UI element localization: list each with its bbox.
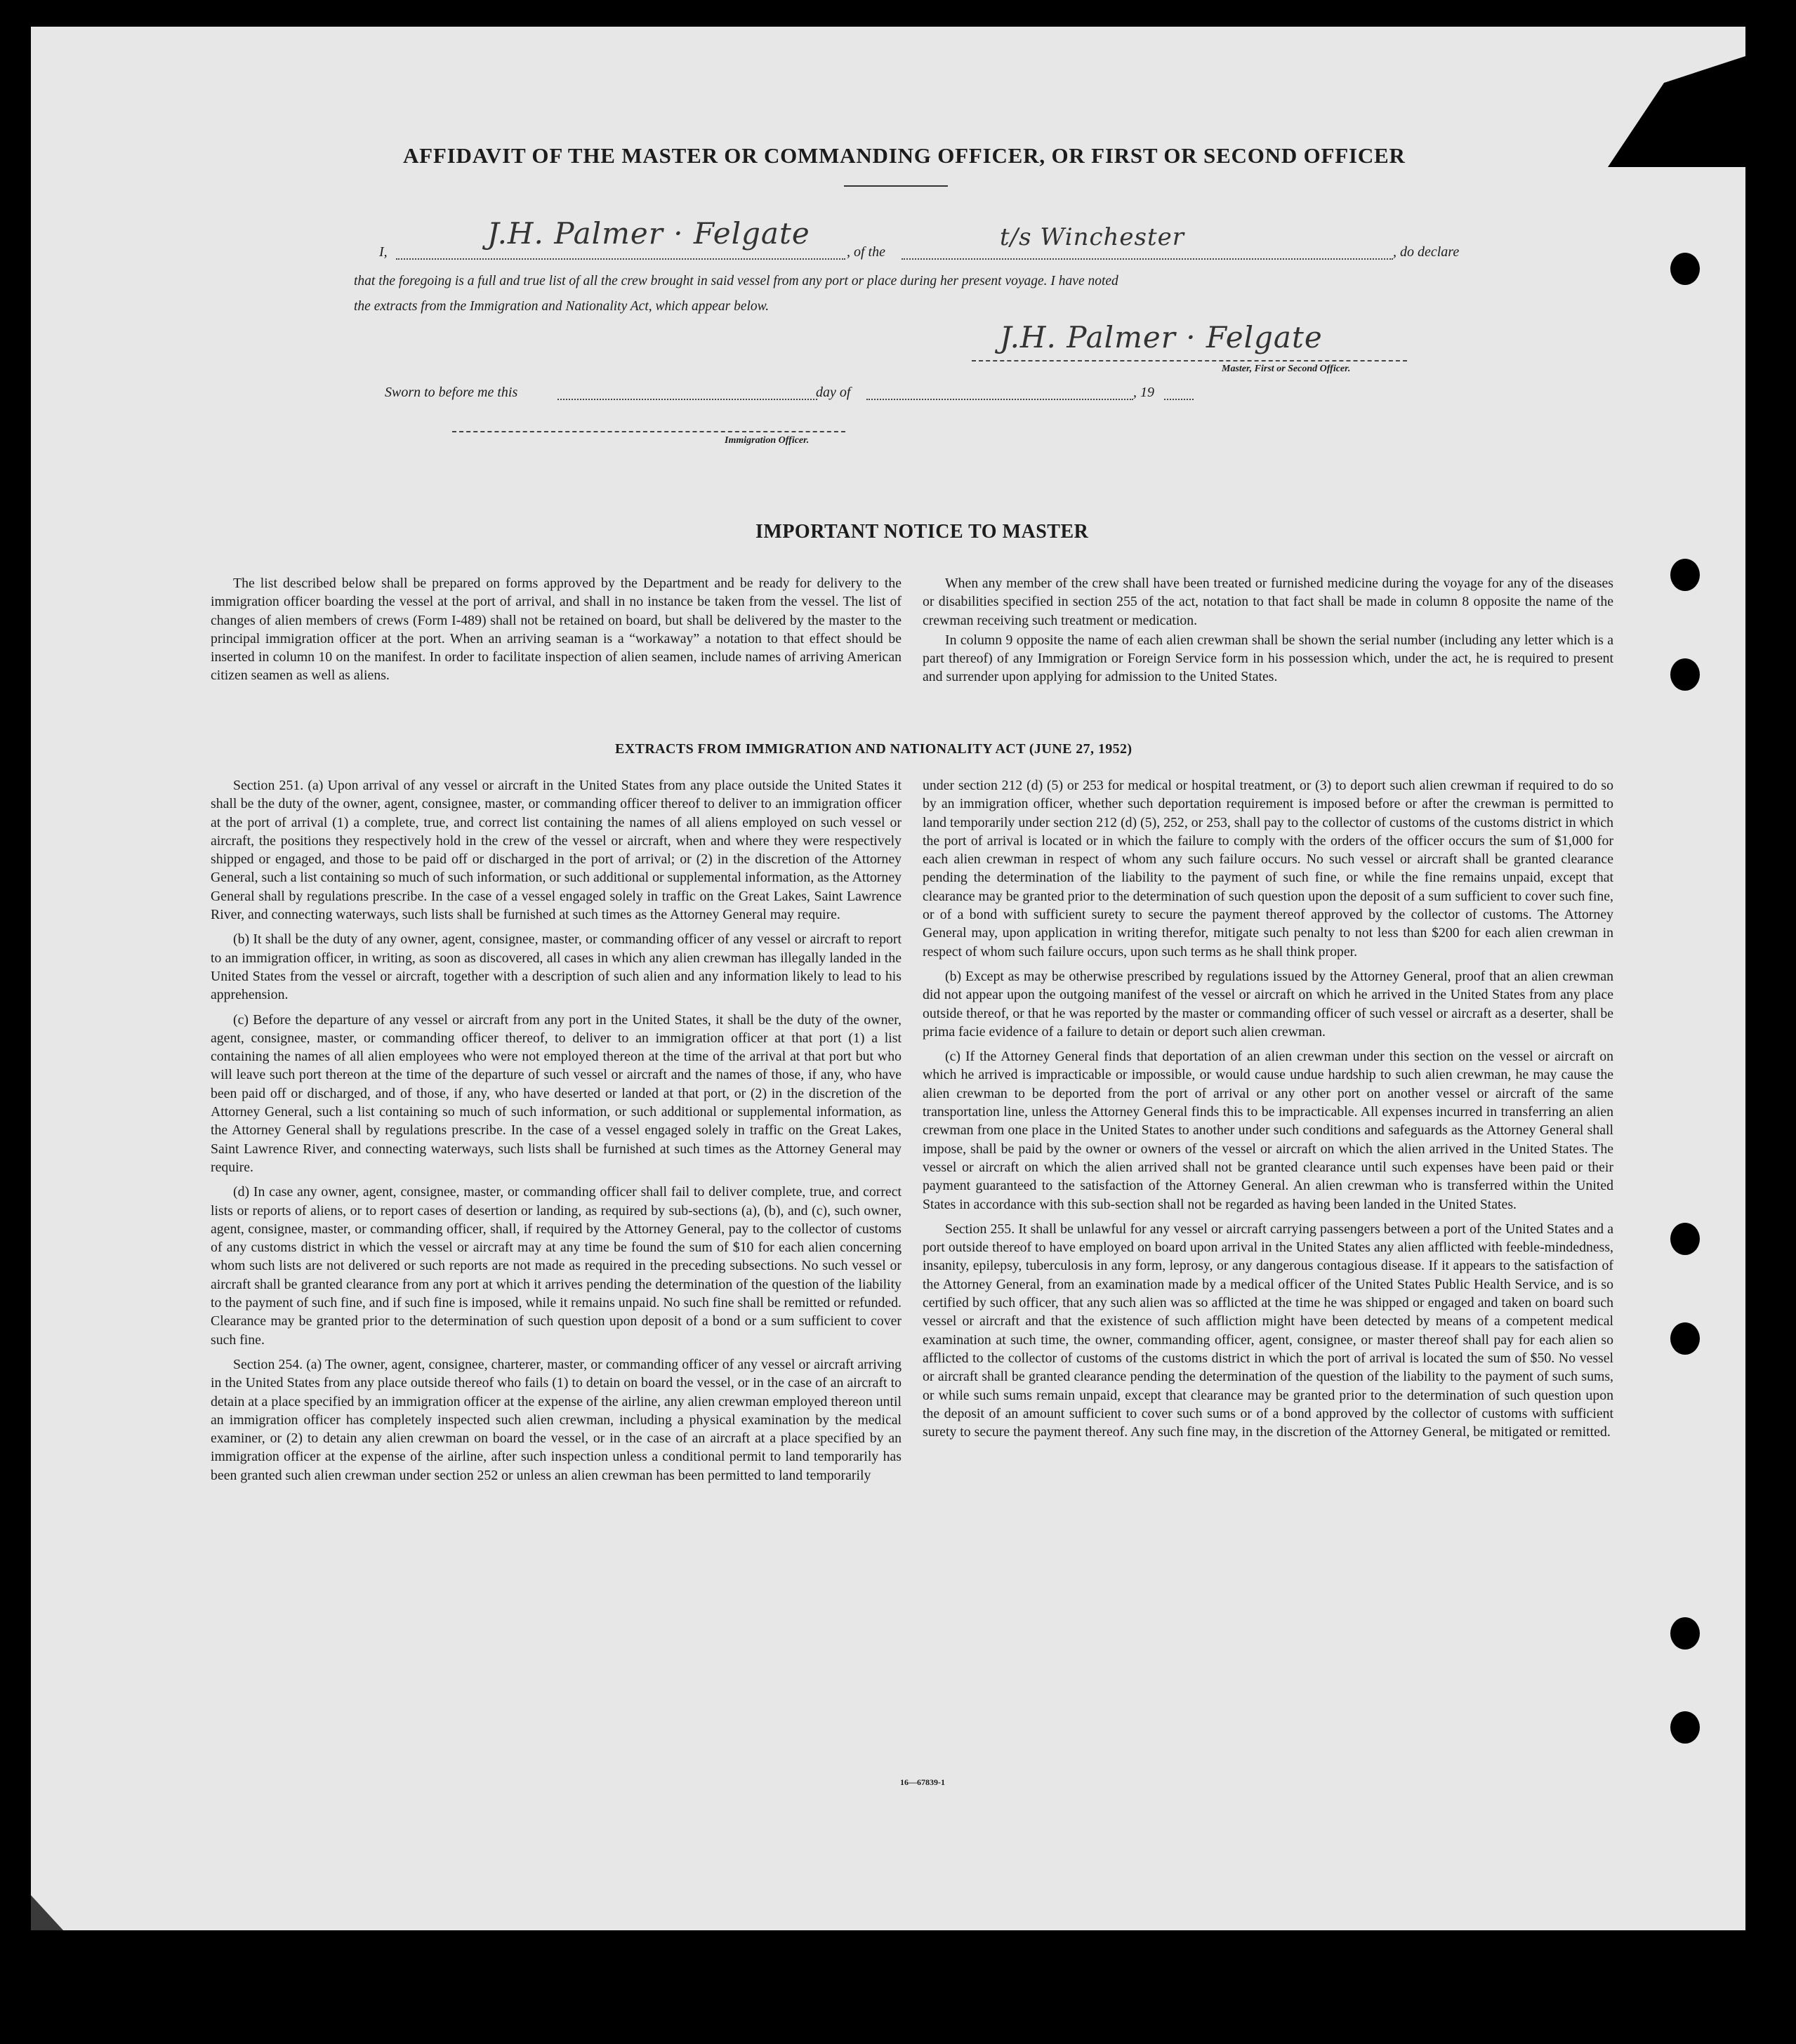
vessel-blank	[902, 258, 1393, 260]
sworn-label: Sworn to before me this	[385, 385, 518, 400]
notice-right-column	[923, 574, 1613, 693]
section-254-b: (b) Except as may be otherwise prescribed by regulations issued by the Attorney General, proof that an alien crewman did not appear upon the outgoing manifest of the vessel or aircraft on which he arrived in the United States from any place outside thereof, or that he was reported by the master or commanding officer of such vessel or aircraft as a deserter, shall be prima facie evidence of a failure to detain or deport such alien crewman.	[923, 968, 1613, 1040]
signature-caption: Master, First or Second Officer.	[1222, 364, 1351, 374]
binder-hole-7	[1670, 1711, 1700, 1744]
declaration-line-1: that the foregoing is a full and true list of all the crew brought in said vessel from any port or place during her present voyage. I have noted	[354, 274, 1118, 288]
section-254-a-continued: under section 212 (d) (5) or 253 for medical or hospital treatment, or (3) to deport such alien crewman if required to do so by an immigration officer, whether such deportation requirement is imposed before or after the crewman is permitted to land temporarily under section 212 (d) (5), 252, or 253, shall pay to the collector of customs of the customs district in which the port of arrival is located or in which the failure to comply with the orders of the officer occurs the sum of $1,000 for each alien crewman in respect of whom any such failure occurs. No such vessel or aircraft shall be granted clearance pending the determination of the liability to the payment of such fine, or while the fine remains unpaid, except that clearance may be granted prior to the determination of such question upon the deposit of a sum sufficient to cover such fine, or of a bond with sufficient surety to secure the payment thereof approved by the collector of customs. The Attorney General may, upon application in writing therefor, mitigate such penalty to not less than $200 for each alien crewman in respect of whom such failure occurs, upon such terms as he shall think proper.	[923, 778, 1613, 960]
notice-left-paragraph: The list described below shall be prepared on forms approved by the Department and be ready for delivery to the immigration officer boarding the vessel at the port of arrival, and shall in no instance be taken from the vessel. The list of changes of alien members of crews (Form I-489) shall not be retained on board, but shall be delivered by the master to the principal immigration officer at the port. When an arriving seaman is a “workaway” a notation to that effect should be inserted in column 10 on the manifest. In order to facilitate inspection of alien seamen, include names of arriving American citizen seamen as well as aliens.	[211, 576, 902, 684]
binder-hole-5	[1670, 1322, 1700, 1355]
binder-hole-3	[1670, 658, 1700, 691]
document-page	[31, 27, 1745, 1930]
notice-right-paragraph-2: In column 9 opposite the name of each alien crewman shall be shown the serial number (including any letter which is a part thereof) of any Immigration or Foreign Service form in his possession which, under the act, he is required to present and surrender upon applying for admission to the United States.	[923, 632, 1613, 685]
i-label: I,	[379, 244, 388, 260]
section-255: Section 255. It shall be unlawful for any vessel or aircraft carrying passengers between a port of the United States and a port outside thereof to have employed on board upon arrival in the United States any alien afflicted with feeble-mindedness, insanity, epilepsy, tuberculosis in any form, leprosy, or any dangerous contagious disease. If it appears to the satisfaction of the Attorney General, from an examination made by a medical officer of the United States Public Health Service, and is so certified by such officer, that any such alien was so afflicted at the time he was shipped or engaged and taken on board such vessel or aircraft and that the existence of such affliction might have been detected by means of a competent medical examination at such time, the owner, commanding officer, agent, consignee, or master thereof shall pay for each alien so afflicted to the collector of customs of the customs district in which the port of arrival is located the sum of $50. No vessel or aircraft shall be granted clearance pending the determination of the question of the liability to the payment of such sums, or while such sums remain unpaid, except that clearance may be granted prior to the determination of such question upon the deposit of an amount sufficient to cover such sums or of a bond approved by the collector of customs with sufficient surety to secure the payment thereof. Any such fine may, in the discretion of the Attorney General, be mitigated or remitted.	[923, 1221, 1613, 1440]
binder-hole-6	[1670, 1617, 1700, 1650]
section-251-d: (d) In case any owner, agent, consignee, master, or commanding officer shall fail to deliver complete, true, and correct lists or reports of aliens, or to report cases of desertion or landing, as required by sub-sections (a), (b), and (c), such owner, agent, consignee, master, or commanding officer, shall, if required by the Attorney General, pay to the collector of customs of any customs district in which the vessel or aircraft may at any time be found the sum of $10 for each alien concerning whom such lists are not delivered or such reports are not made as required in the preceding subsections. No such vessel or aircraft shall be granted clearance from any port at which it arrives pending the determination of the question of the liability to the payment of such fine, and if such fine is imposed, while it remains unpaid. No such fine shall be remitted or refunded. Clearance may be granted prior to the determination of such question upon deposit of a bond or a sum sufficient to cover such fine.	[211, 1184, 902, 1348]
officer-caption: Immigration Officer.	[725, 435, 810, 446]
name-blank	[396, 258, 845, 260]
of-the-label: , of the	[847, 244, 885, 260]
sworn-day-blank	[557, 399, 817, 400]
notice-title: IMPORTANT NOTICE TO MASTER	[755, 521, 1089, 543]
vessel-handwriting: t/s Winchester	[1000, 223, 1185, 251]
signer-name-handwriting: J.H. Palmer · Felgate	[487, 216, 810, 251]
year-blank	[1164, 399, 1194, 400]
extracts-title: EXTRACTS FROM IMMIGRATION AND NATIONALITY ACT (JUNE 27, 1952)	[615, 741, 1133, 757]
section-254-c: (c) If the Attorney General finds that deportation of an alien crewman under this section on the vessel or aircraft on which he arrived is impracticable or impossible, or would cause undue hardship to such alien crewman, he may cause the alien crewman to be deported from the port of arrival or any other port on another vessel or aircraft of the same transportation line, unless the Attorney General finds this to be impracticable. All expenses incurred in transferring an alien crewman from one place in the United States to another under such conditions and safeguards as the Attorney General shall impose, shall be paid by the owner or owners of the vessel or aircraft on which the alien arrived in the United States. The vessel or aircraft on which the alien arrived shall not be granted clearance until such expenses have been paid or their payment guaranteed to the satisfaction of the Attorney General. An alien crewman who is transferred within the United States in accordance with this sub-section shall not be regarded as having been landed in the United States.	[923, 1049, 1613, 1212]
officer-signature-line	[452, 431, 845, 432]
do-declare-label: , do declare	[1393, 244, 1460, 260]
binder-hole-2	[1670, 559, 1700, 591]
extracts-left-column	[211, 776, 902, 1491]
extracts-right-column	[923, 776, 1613, 1447]
section-251-b: (b) It shall be the duty of any owner, agent, consignee, master, or commanding officer of any vessel or aircraft to report to an immigration officer, in writing, as soon as discovered, all cases in which any alien crewman has illegally landed in the United States from the vessel or aircraft, together with a description of such alien and any information likely to lead to his apprehension.	[211, 931, 902, 1003]
binder-hole-1	[1670, 253, 1700, 285]
year-label: , 19	[1133, 385, 1154, 400]
declaration-line-2: the extracts from the Immigration and Nationality Act, which appear below.	[354, 299, 770, 314]
binder-hole-4	[1670, 1223, 1700, 1255]
notice-right-paragraph-1: When any member of the crew shall have been treated or furnished medicine during the voyage for any of the diseases or disabilities specified in section 255 of the act, notation to that fact shall be made in column 8 opposite the name of the crewman receiving such treatment or medication.	[923, 576, 1613, 628]
section-254-a: Section 254. (a) The owner, agent, consignee, charterer, master, or commanding officer of any vessel or aircraft arriving in the United States from any place outside thereof who fails (1) to detain on board the vessel, or in the case of an aircraft to detain at a place specified by an immigration officer at the expense of the airline, any alien crewman employed thereon until an immigration officer has completely inspected such alien crewman, including a physical examination by the medical examiner, or (2) to detain any alien crewman on board the vessel, or in the case of an aircraft at a place specified by an immigration officer at the expense of the airline, after such inspection unless a conditional permit to land temporarily has been granted such alien crewman under section 252 or unless an alien crewman has been permitted to land temporarily	[211, 1356, 902, 1483]
master-signature: J.H. Palmer · Felgate	[1000, 320, 1323, 354]
signature-line	[972, 360, 1407, 361]
notice-left-column	[211, 574, 902, 691]
title-divider	[844, 185, 948, 187]
sworn-month-blank	[866, 399, 1133, 400]
affidavit-title: AFFIDAVIT OF THE MASTER OR COMMANDING OFFICER, OR FIRST OR SECOND OFFICER	[403, 143, 1406, 168]
section-251-a: Section 251. (a) Upon arrival of any vessel or aircraft in the United States from any place outside the United States it shall be the duty of the owner, agent, consignee, master, or commanding officer thereof to deliver to an immigration officer at the port of arrival (1) a complete, true, and correct list containing the names of all aliens employed on such vessel or aircraft, the positions they respectively hold in the crew of the vessel or aircraft, when and where they were respectively shipped or engaged, and those to be paid off or discharged in the port of arrival; or (2) in the discretion of the Attorney General, such a list containing so much of such information, or such additional or supplemental information, as the Attorney General shall by regulations prescribe. In the case of a vessel engaged solely in traffic on the Great Lakes, Saint Lawrence River, and connecting waterways, such lists shall be furnished at such times as the Attorney General may require.	[211, 778, 902, 923]
form-number: 16—67839-1	[900, 1777, 945, 1787]
section-251-c: (c) Before the departure of any vessel or aircraft from any port in the United States, it shall be the duty of the owner, agent, consignee, master, or commanding officer thereof, to deliver to an immigration officer at that port (1) a list containing the names of all alien employees who were not employed thereon at the time of the arrival at that port but who will leave such port thereon at the time of the departure of such vessel or aircraft and the names of those, if any, who have been paid off or discharged, and of those, if any, who have deserted or landed at that port, or (2) in the discretion of the Attorney General, such a list containing so much of such information, or such additional or supplemental information, as the Attorney General shall by regulations prescribe. In the case of a vessel engaged solely in traffic on the Great Lakes, Saint Lawrence River, and connecting waterways, such lists shall be furnished at such times as the Attorney General may require.	[211, 1011, 902, 1175]
day-of-label: day of	[816, 385, 851, 400]
